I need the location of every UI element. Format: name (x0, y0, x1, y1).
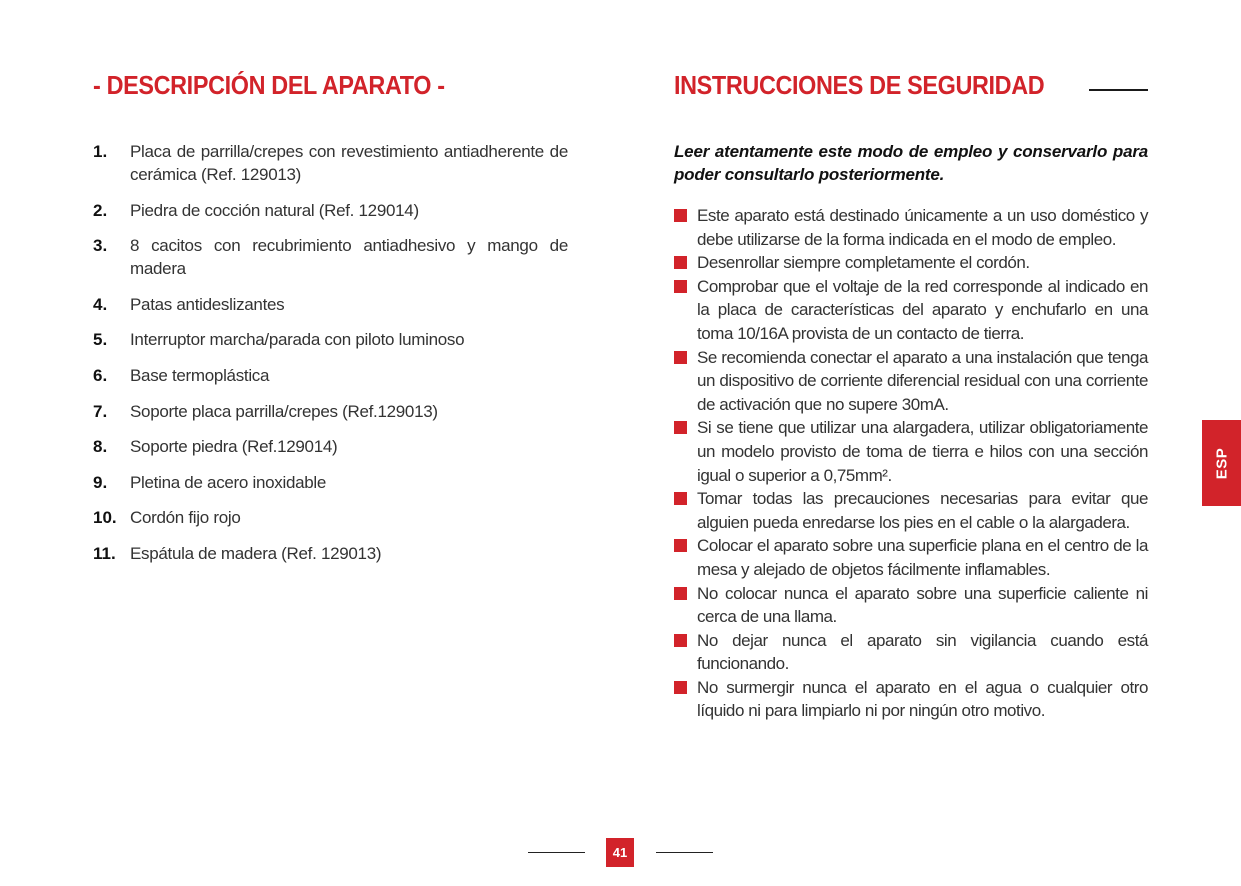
red-square-bullet-icon (674, 421, 687, 434)
footer-rule-left (528, 852, 585, 853)
list-item (674, 346, 1148, 417)
list-item (93, 234, 568, 280)
bullet-text: Este aparato está destinado únicamente a un uso doméstico y debe utilizarse de la forma indicada en el modo de empleo. (697, 206, 1148, 249)
title-underline (1089, 89, 1148, 91)
list-item (674, 251, 1148, 275)
list-item (93, 199, 568, 222)
item-number: 1. (93, 142, 108, 161)
description-column (93, 68, 568, 578)
item-text: Espátula de madera (Ref. 129013) (130, 543, 382, 563)
list-item (674, 487, 1148, 534)
list-item (93, 542, 568, 565)
red-square-bullet-icon (674, 209, 687, 222)
item-text: Soporte placa parrilla/crepes (Ref.129013) (130, 401, 438, 421)
list-item (93, 471, 568, 494)
item-number: 6. (93, 365, 108, 385)
safety-intro: Leer atentamente este modo de empleo y conservarlo para poder consultarlo posteriormente. (674, 142, 1148, 184)
item-number: 9. (93, 472, 108, 492)
page-number: 41 (606, 838, 634, 867)
item-number: 10. (93, 508, 117, 528)
bullet-text: No colocar nunca el aparato sobre una superficie caliente ni cerca de una llama. (697, 583, 1148, 627)
list-item (674, 416, 1148, 487)
list-item (93, 140, 568, 186)
list-item (93, 293, 568, 316)
red-square-bullet-icon (674, 351, 687, 364)
list-item (93, 400, 568, 423)
safety-list (674, 204, 1148, 723)
item-number: 8. (93, 437, 108, 457)
list-item (93, 435, 568, 458)
language-tab-label: ESP (1212, 447, 1230, 479)
red-square-bullet-icon (674, 280, 687, 293)
safety-title: INSTRUCCIONES DE SEGURIDAD (674, 70, 1045, 100)
bullet-text: Comprobar que el voltaje de la red corresponde al indicado en la placa de características del aparato y enchufarlo en una toma 10/16A provista de un contacto de tierra. (697, 276, 1148, 343)
item-text: Soporte piedra (Ref.129014) (130, 437, 338, 457)
red-square-bullet-icon (674, 539, 687, 552)
list-item (674, 534, 1148, 581)
red-square-bullet-icon (674, 681, 687, 694)
item-number: 2. (93, 200, 108, 220)
item-text: Base termoplástica (130, 365, 270, 385)
item-number: 11. (93, 543, 116, 563)
item-text: Piedra de cocción natural (Ref. 129014) (130, 200, 419, 220)
bullet-text: Colocar el aparato sobre una superficie plana en el centro de la mesa y alejado de objetos fácilmente inflamables. (697, 536, 1148, 579)
item-number: 4. (93, 294, 108, 314)
red-square-bullet-icon (674, 492, 687, 505)
list-item (674, 204, 1148, 251)
item-number: 5. (93, 330, 108, 350)
item-text: 8 cacitos con recubrimiento antiadhesivo y mango de madera (130, 236, 568, 279)
list-item (93, 328, 568, 351)
bullet-text: Tomar todas las precauciones necesarias para evitar que alguien pueda enredarse los pies en el cable o la alargadera. (697, 489, 1148, 532)
item-number: 3. (93, 236, 108, 256)
bullet-text: Desenrollar siempre completamente el cordón. (697, 253, 1030, 273)
item-text: Cordón fijo rojo (130, 508, 241, 528)
item-text: Interruptor marcha/parada con piloto luminoso (130, 330, 465, 350)
item-text: Placa de parrilla/crepes con revestimiento antiadherente de cerámica (Ref. 129013) (130, 142, 568, 184)
bullet-text: No dejar nunca el aparato sin vigilancia cuando está funcionando. (697, 630, 1148, 674)
list-item (93, 506, 568, 529)
footer-rule-right (656, 852, 713, 853)
item-number: 7. (93, 401, 108, 421)
item-text: Pletina de acero inoxidable (130, 472, 327, 492)
red-square-bullet-icon (674, 587, 687, 600)
bullet-text: Se recomienda conectar el aparato a una instalación que tenga un dispositivo de corriente diferencial residual con una corriente de activación que no supere 30mA. (697, 347, 1148, 414)
red-square-bullet-icon (674, 256, 687, 269)
language-tab (1202, 420, 1241, 506)
list-item (674, 629, 1148, 676)
bullet-text: No surmergir nunca el aparato en el agua o cualquier otro líquido ni para limpiarlo ni por ningún otro motivo. (697, 677, 1148, 721)
list-item (674, 275, 1148, 346)
description-title: - DESCRIPCIÓN DEL APARATO - (93, 70, 445, 100)
red-square-bullet-icon (674, 634, 687, 647)
list-item (93, 364, 568, 387)
bullet-text: Si se tiene que utilizar una alargadera, utilizar obligatoriamente un modelo provisto de toma de tierra e hilos con una sección igual o superior a 0,75mm². (697, 418, 1148, 485)
safety-title-row (674, 68, 1148, 102)
item-text: Patas antideslizantes (130, 294, 285, 314)
list-item (674, 582, 1148, 629)
list-item (674, 676, 1148, 723)
safety-column (674, 68, 1148, 723)
parts-list (93, 140, 568, 565)
